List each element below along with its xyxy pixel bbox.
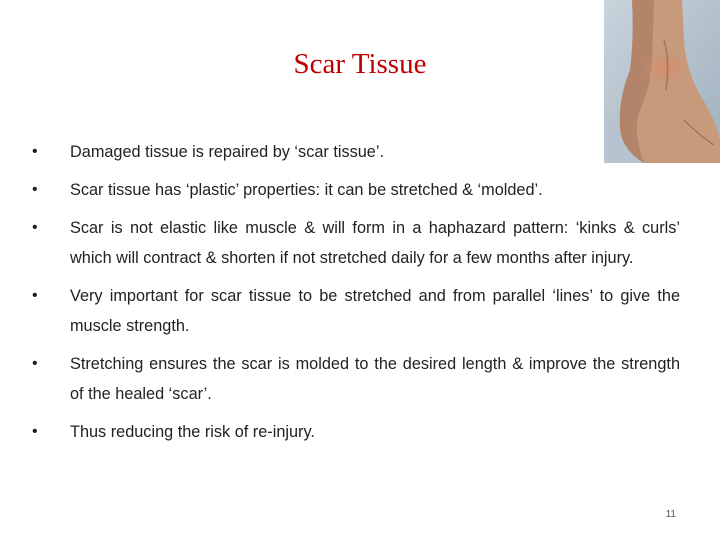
page-number: 11	[665, 509, 676, 520]
bullet-item	[30, 137, 680, 167]
bullet-item	[30, 175, 680, 205]
bullet-dot: •	[32, 181, 38, 198]
bullet-text: Stretching ensures the scar is molded to the desired length & improve the strength of the healed ‘scar’.	[70, 355, 680, 403]
bullet-item	[30, 213, 680, 273]
bullet-dot: •	[32, 423, 38, 440]
bullet-dot: •	[32, 287, 38, 304]
slide-title: Scar Tissue	[293, 48, 427, 80]
bullet-text: Thus reducing the risk of re-injury.	[70, 423, 315, 441]
bullet-dot: •	[32, 219, 38, 236]
bullet-dot: •	[32, 355, 38, 372]
bullet-list	[30, 137, 680, 455]
bullet-text: Scar tissue has ‘plastic’ properties: it can be stretched & ‘molded’.	[70, 181, 543, 199]
bullet-text: Damaged tissue is repaired by ‘scar tissue’.	[70, 143, 385, 161]
bullet-item	[30, 349, 680, 409]
bullet-text: Scar is not elastic like muscle & will form in a haphazard pattern: ‘kinks & curls’ which will contract & shorten if not stretched daily for a few months after injury.	[70, 219, 680, 267]
bullet-item	[30, 417, 680, 447]
bullet-dot: •	[32, 143, 38, 160]
bullet-item	[30, 281, 680, 341]
bullet-text: Very important for scar tissue to be stretched and from parallel ‘lines’ to give the muscle strength.	[70, 287, 680, 335]
